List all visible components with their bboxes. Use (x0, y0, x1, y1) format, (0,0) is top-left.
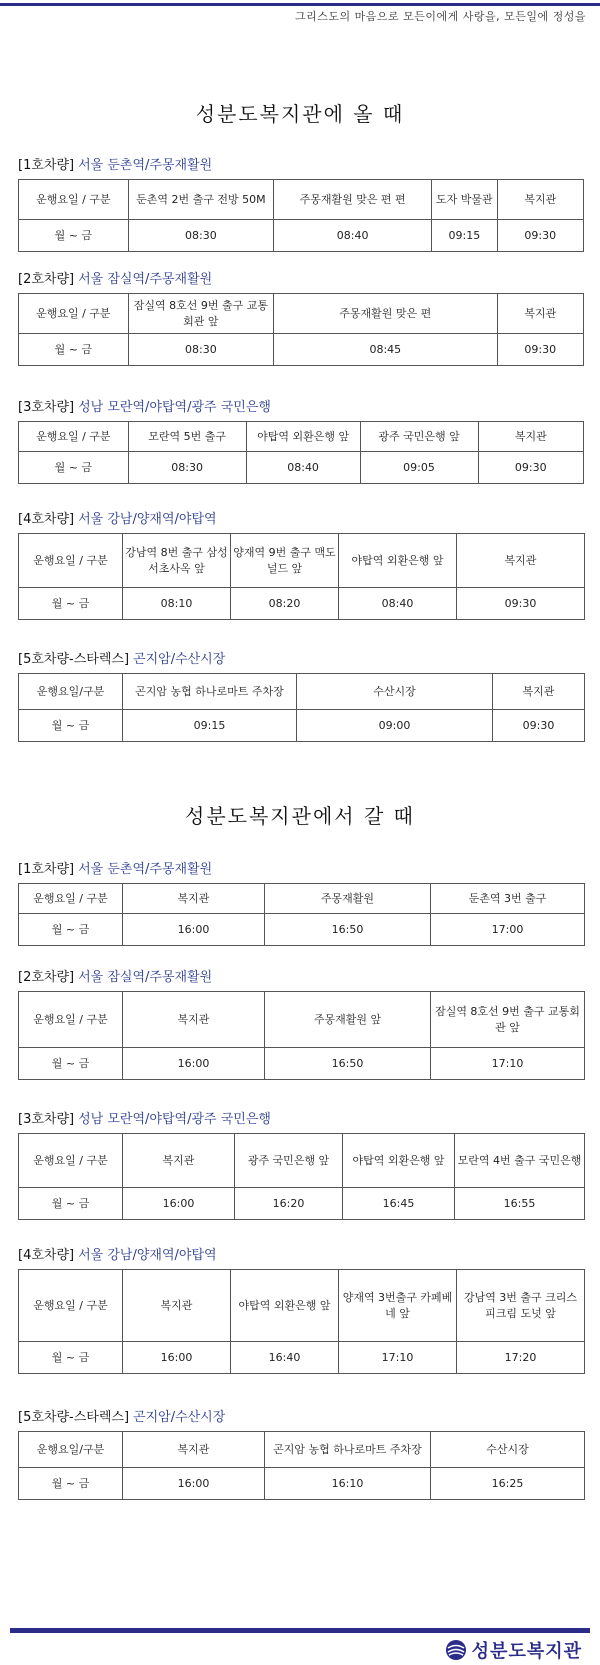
day-range-cell: 월 ~ 금 (19, 1468, 123, 1500)
route-heading (18, 1408, 584, 1428)
route-heading (18, 270, 584, 290)
time-cell: 16:45 (343, 1188, 455, 1220)
day-label-header: 운행요일 / 구분 (19, 992, 123, 1048)
departure-route-2 (18, 968, 584, 1080)
footer-rule (10, 1628, 590, 1633)
arrival-route-2 (18, 270, 584, 366)
schedule-table (18, 1431, 585, 1500)
schedule-table (18, 1133, 585, 1220)
top-rule (0, 3, 600, 6)
footer-logo-text: 성분도복지관 (471, 1641, 582, 1662)
time-cell: 16:50 (265, 1048, 431, 1080)
route-heading (18, 1110, 584, 1130)
route-number: [2호차량] (18, 272, 75, 287)
stop-name-cell: 광주 국민은행 앞 (360, 422, 478, 452)
route-name: 곤지암/수산시장 (133, 1410, 226, 1425)
time-cell: 16:55 (455, 1188, 585, 1220)
time-cell: 17:10 (339, 1342, 457, 1374)
stop-name-cell: 복지관 (478, 422, 583, 452)
table-row (19, 914, 585, 946)
arrival-route-1 (18, 156, 584, 252)
schedule-table (18, 293, 584, 366)
schedule-table (18, 883, 585, 946)
day-label-header: 운행요일/구분 (19, 1432, 123, 1468)
time-cell: 17:00 (431, 914, 585, 946)
time-cell: 16:00 (123, 1048, 265, 1080)
table-header-row (19, 180, 584, 220)
time-cell: 16:00 (123, 1188, 235, 1220)
route-heading (18, 510, 584, 530)
stop-name-cell: 야탑역 외환은행 앞 (246, 422, 360, 452)
schedule-table (18, 533, 585, 620)
route-number: [5호차량-스타렉스] (18, 652, 130, 667)
route-number: [4호차량] (18, 1248, 75, 1263)
day-label-header: 운행요일 / 구분 (19, 534, 123, 588)
time-cell: 16:25 (431, 1468, 585, 1500)
route-name: 성남 모란역/야탑역/광주 국민은행 (78, 1112, 271, 1127)
time-cell: 08:40 (246, 452, 360, 484)
route-heading (18, 650, 584, 670)
table-header-row (19, 992, 585, 1048)
schedule-table (18, 991, 585, 1080)
time-cell: 08:40 (274, 220, 432, 252)
route-name: 서울 강남/양재역/야탑역 (78, 512, 217, 527)
table-row (19, 1342, 585, 1374)
time-cell: 16:50 (265, 914, 431, 946)
route-number: [3호차량] (18, 400, 75, 415)
route-name: 서울 잠실역/주몽재활원 (78, 970, 213, 985)
stop-name-cell: 곤지암 농협 하나로마트 주차장 (123, 674, 297, 710)
table-header-row (19, 534, 585, 588)
route-name: 서울 잠실역/주몽재활원 (78, 272, 213, 287)
table-header-row (19, 1134, 585, 1188)
time-cell: 08:40 (339, 588, 457, 620)
schedule-table (18, 421, 584, 484)
day-range-cell: 월 ~ 금 (19, 220, 129, 252)
route-number: [1호차량] (18, 862, 75, 877)
day-label-header: 운행요일 / 구분 (19, 884, 123, 914)
departure-route-4 (18, 1246, 584, 1374)
route-name: 서울 둔촌역/주몽재활원 (78, 158, 213, 173)
top-banner (0, 0, 600, 36)
stop-name-cell: 복지관 (497, 180, 583, 220)
route-name: 서울 둔촌역/주몽재활원 (78, 862, 213, 877)
time-cell: 09:15 (123, 710, 297, 742)
stop-name-cell: 주몽재활원 (265, 884, 431, 914)
stop-name-cell: 둔촌역 3번 출구 (431, 884, 585, 914)
route-number: [3호차량] (18, 1112, 75, 1127)
table-header-row (19, 884, 585, 914)
route-heading (18, 860, 584, 880)
time-cell: 08:30 (128, 334, 273, 366)
globe-logo-icon (445, 1639, 467, 1661)
table-row (19, 1048, 585, 1080)
stop-name-cell: 야탑역 외환은행 앞 (231, 1270, 339, 1342)
section-title-departure: 성분도복지관에서 갈 때 (185, 804, 415, 828)
stop-name-cell: 복지관 (123, 884, 265, 914)
route-number: [5호차량-스타렉스] (18, 1410, 130, 1425)
stop-name-cell: 야탑역 외환은행 앞 (343, 1134, 455, 1188)
stop-name-cell: 모란역 5번 출구 (128, 422, 246, 452)
time-cell: 09:30 (497, 334, 583, 366)
day-label-header: 운행요일 / 구분 (19, 180, 129, 220)
route-number: [1호차량] (18, 158, 75, 173)
stop-name-cell: 잠실역 8호선 9번 출구 교통회관 앞 (128, 294, 273, 334)
table-row (19, 220, 584, 252)
route-name: 성남 모란역/야탑역/광주 국민은행 (78, 400, 271, 415)
stop-name-cell: 주몽재활원 맞은 편 (274, 294, 497, 334)
schedule-table (18, 673, 585, 742)
arrival-route-4 (18, 510, 584, 620)
time-cell: 08:10 (123, 588, 231, 620)
day-range-cell: 월 ~ 금 (19, 1048, 123, 1080)
time-cell: 08:20 (231, 588, 339, 620)
time-cell: 09:15 (432, 220, 497, 252)
departure-route-1 (18, 860, 584, 946)
stop-name-cell: 강남역 3번 출구 크리스피크림 도넛 앞 (457, 1270, 585, 1342)
schedule-table (18, 1269, 585, 1374)
stop-name-cell: 강남역 8번 출구 삼성 서초사옥 앞 (123, 534, 231, 588)
stop-name-cell: 잠실역 8호선 9번 출구 교통회관 앞 (431, 992, 585, 1048)
time-cell: 08:30 (128, 220, 273, 252)
time-cell: 16:40 (231, 1342, 339, 1374)
slogan-text: 그리스도의 마음으로 모든이에게 사랑을, 모든일에 정성을 (294, 10, 586, 23)
route-heading (18, 398, 584, 418)
time-cell: 09:30 (493, 710, 585, 742)
route-number: [2호차량] (18, 970, 75, 985)
stop-name-cell: 복지관 (123, 1432, 265, 1468)
table-header-row (19, 422, 584, 452)
stop-name-cell: 복지관 (493, 674, 585, 710)
table-row (19, 1468, 585, 1500)
time-cell: 17:10 (431, 1048, 585, 1080)
stop-name-cell: 복지관 (123, 992, 265, 1048)
time-cell: 09:30 (497, 220, 583, 252)
day-label-header: 운행요일 / 구분 (19, 294, 129, 334)
departure-route-3 (18, 1110, 584, 1220)
stop-name-cell: 모란역 4번 출구 국민은행 (455, 1134, 585, 1188)
stop-name-cell: 도자 박물관 (432, 180, 497, 220)
stop-name-cell: 주몽재활원 맞은 편 편 (274, 180, 432, 220)
time-cell: 09:05 (360, 452, 478, 484)
stop-name-cell: 복지관 (457, 534, 585, 588)
arrival-route-3 (18, 398, 584, 484)
day-range-cell: 월 ~ 금 (19, 1342, 123, 1374)
stop-name-cell: 곤지암 농협 하나로마트 주차장 (265, 1432, 431, 1468)
route-heading (18, 156, 584, 176)
stop-name-cell: 야탑역 외환은행 앞 (339, 534, 457, 588)
time-cell: 16:10 (265, 1468, 431, 1500)
table-header-row (19, 294, 584, 334)
stop-name-cell: 양재역 9번 출구 맥도널드 앞 (231, 534, 339, 588)
route-number: [4호차량] (18, 512, 75, 527)
table-header-row (19, 1270, 585, 1342)
route-heading (18, 1246, 584, 1266)
stop-name-cell: 둔촌역 2번 출구 전방 50M (128, 180, 273, 220)
day-label-header: 운행요일 / 구분 (19, 422, 129, 452)
day-range-cell: 월 ~ 금 (19, 710, 123, 742)
time-cell: 16:00 (123, 1468, 265, 1500)
day-range-cell: 월 ~ 금 (19, 588, 123, 620)
stop-name-cell: 수산시장 (297, 674, 493, 710)
time-cell: 08:30 (128, 452, 246, 484)
table-row (19, 334, 584, 366)
time-cell: 16:20 (235, 1188, 343, 1220)
day-range-cell: 월 ~ 금 (19, 452, 129, 484)
stop-name-cell: 복지관 (123, 1270, 231, 1342)
stop-name-cell: 주몽재활원 앞 (265, 992, 431, 1048)
table-row (19, 1188, 585, 1220)
time-cell: 08:45 (274, 334, 497, 366)
arrival-route-5 (18, 650, 584, 742)
section-title-arrival: 성분도복지관에 올 때 (195, 102, 405, 126)
stop-name-cell: 양재역 3번출구 카페베네 앞 (339, 1270, 457, 1342)
time-cell: 16:00 (123, 914, 265, 946)
departure-route-5 (18, 1408, 584, 1500)
stop-name-cell: 복지관 (497, 294, 583, 334)
time-cell: 17:20 (457, 1342, 585, 1374)
table-row (19, 588, 585, 620)
footer-logo (445, 1638, 582, 1662)
footer (0, 1628, 600, 1665)
stop-name-cell: 광주 국민은행 앞 (235, 1134, 343, 1188)
table-header-row (19, 1432, 585, 1468)
table-row (19, 710, 585, 742)
time-cell: 09:30 (457, 588, 585, 620)
table-header-row (19, 674, 585, 710)
route-name: 곤지암/수산시장 (133, 652, 226, 667)
day-range-cell: 월 ~ 금 (19, 334, 129, 366)
day-range-cell: 월 ~ 금 (19, 914, 123, 946)
route-name: 서울 강남/양재역/야탑역 (78, 1248, 217, 1263)
stop-name-cell: 수산시장 (431, 1432, 585, 1468)
schedule-table (18, 179, 584, 252)
day-range-cell: 월 ~ 금 (19, 1188, 123, 1220)
day-label-header: 운행요일 / 구분 (19, 1270, 123, 1342)
time-cell: 09:00 (297, 710, 493, 742)
time-cell: 16:00 (123, 1342, 231, 1374)
stop-name-cell: 복지관 (123, 1134, 235, 1188)
route-heading (18, 968, 584, 988)
table-row (19, 452, 584, 484)
day-label-header: 운행요일/구분 (19, 674, 123, 710)
day-label-header: 운행요일 / 구분 (19, 1134, 123, 1188)
time-cell: 09:30 (478, 452, 583, 484)
